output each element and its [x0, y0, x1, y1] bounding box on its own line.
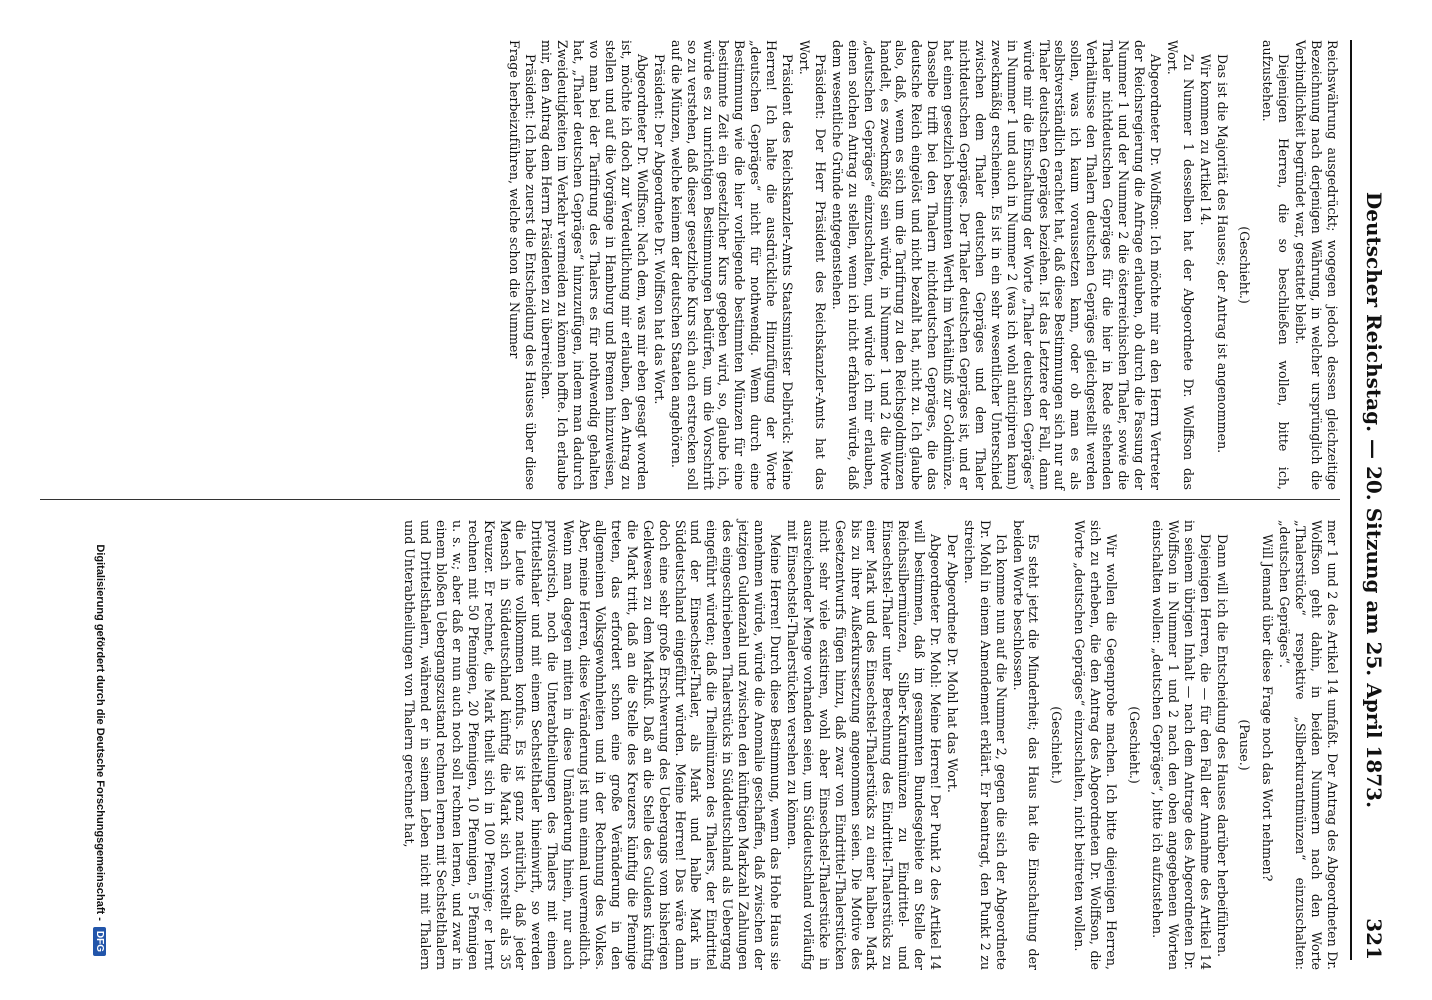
footer-credit — [90, 56, 106, 956]
right-column — [400, 520, 1340, 970]
left-paragraph: Abgeordneter Dr. Wolffson: Ich möchte mir an den Herrn Vertreter der Reichsregierung die Anfrage erlauben, ob durch die Fassung der Nummer 1 und der Nummer 2 die österreichischen Thaler, sowie die Thaler nichtdeutschen Gepräges für die hier in Rede stehenden Verhältnisse den Thalern deutschen Gepräges gleichgestellt werden sollen, was ich kaum voraussetzen kann, oder ob man es als selbstverständlich erachtet hat, daß diese Bestimmungen sich nur auf Thaler deutschen Gepräges beziehen. Ist das Letztere der Fall, dann würde mir die Einschaltung der Worte „Thaler deutschen Gepräges“ in Nummer 1 und auch in Nummer 2 (was ich wohl anticipiren kann) zweckmäßig erscheinen. Es ist in ein sehr wesentlicher Unterschied zwischen dem Thaler deutschen Gepräges und dem Thaler nichtdeutschen Gepräges. Der Thaler deutschen Gepräges ist, und er hat einen gesetzlich bestimmten Werth im Verhältniß zur Goldmünze. Dasselbe trifft bei den Thalern nichtdeutschen Gepräges, die das deutsche Reich eingelöst und nicht bezahlt hat, nicht zu. Ich glaube also, daß, wenn es sich um die Tarifirung zu den Reichsgoldmünzen handelt, es zweckmäßig sein würde, in Nummer 1 und 2 die Worte „deutschen Gepräges“ einzuschalten, und würde ich mir erlauben, einen solchen Antrag zu stellen, wenn ich nicht erfahren würde, daß dem wesentliche Gründe entgegenstehen. — [829, 40, 1163, 490]
right-paragraph: Will Jemand über diese Frage noch das Wort nehmen? — [1260, 534, 1276, 882]
column-divider — [40, 499, 1340, 500]
scanned-page — [26, 10, 1406, 990]
left-paragraph: Abgeordneter Dr. Wolffson: Nach dem, was mir eben gesagt worden ist, möchte ich doch zur Verdeutlichung mir erlauben, den Antrag zu stellen und auf die Vorgänge in Hamburg und Bremen hinzuweisen, wo man bei der Tarifirung des Thalers es für nothwendig gehalten hat, „Thaler deutschen Gepräges“ hinzuzufügen, indem man dadurch Zweideutigkeiten im Verkehr vermeiden zu können hoffte. Ich erlaube mir, den Antrag dem Herrn Präsidenten zu überreichen. — [539, 40, 650, 490]
page-number: 321 — [1362, 918, 1386, 960]
right-paragraph: Abgeordneter Dr. Mohl: Meine Herren! Der Punkt 2 des Artikel 14 will bestimmen, daß im gesammten Bundesgebiete an Stelle der Reichssilbermünzen, Silber-Kurantmünzen zu Eindrittel- und Einsechstel-Thaler unter Berechnung des Eindrittel-Thalerstücks zu einer Mark und des Einsechstel-Thalerstücks zu einer halben Mark bis zu ihrer Außerkurssetzung angenommen seien. Die Motive des Gesetzentwurfs fügen hinzu, daß zwar von Eindrittel-Thalerstücken nicht sehr viele existiren, wohl aber Einsechstel-Thalerstücke in ausreichender Menge vorhanden seien, um Süddeutschland vorläufig mit Einsechstel-Thalerstücken versehen zu können. — [784, 520, 944, 970]
dfg-logo: DFG — [93, 927, 106, 956]
left-paragraph: Reichswährung ausgedrückt; wogegen jedoch dessen gleichzeitige Bezeichnung nach derjenigen Währung, in welcher ursprünglich die Verbindlichkeit begründet war, gestattet bleibt. — [1293, 40, 1340, 490]
right-paragraph: Ich komme nun auf die Nummer 2, gegen die sich der Abgeordnete Dr. Mohl in einem Amendement erklärt. Er beantragt, den Punkt 2 zu streichen. — [961, 520, 1009, 970]
left-paragraph: Präsident: Ich habe zuerst die Entscheidung des Hauses über diese Frage herbeizuführen, welche schon die Nummer — [506, 40, 538, 490]
left-paragraph: Wir kommen zu Artikel 14. — [1197, 54, 1213, 226]
left-paragraph: (Geschieht.) — [1237, 226, 1253, 304]
right-paragraph: Diejenigen Herren, die — für den Fall der Annahme des Artikel 14 in seinem übrigen Inhalt — nach dem Antrage des Abgeordneten Dr. Wolffson in Nummer 1 und 2 nach den oben angegebenen Worten einschalten wollen: „deutschen Gepräges“, bitte ich aufzustehen. — [1149, 520, 1213, 970]
right-paragraph: Wir wollen die Gegenprobe machen. Ich bitte diejenigen Herren, sich zu erheben, die den Antrag des Abgeordneten Dr. Wolffson, die Worte „deutschen Gepräges“ einzuschalten, nicht beitreten wollen. — [1072, 520, 1120, 970]
right-paragraph: (Pause.) — [1237, 719, 1253, 771]
right-paragraph: Dann will ich die Entscheidung des Hauses darüber herbeiführen. — [1214, 534, 1230, 958]
left-paragraph: Präsident: Der Abgeordnete Dr. Wolffson hat das Wort. — [651, 54, 667, 405]
left-paragraph: Präsident: Der Herr Präsident des Reichskanzler-Amts hat das Wort. — [797, 40, 828, 490]
right-paragraph: Der Abgeordnete Dr. Mohl hat das Wort. — [944, 534, 960, 793]
footer-text: Digitalisierung gefördert durch die Deutsche Forschungsgemeinschaft - — [94, 544, 106, 921]
right-paragraph: Es steht jetzt die Minderheit; das Haus hat die Einschaltung der beiden Worte beschlossen. — [1010, 520, 1042, 970]
left-paragraph: Diejenigen Herren, die so beschließen wollen, bitte ich, aufzustehen. — [1260, 40, 1292, 490]
left-column — [505, 40, 1340, 490]
left-paragraph: Zu Nummer 1 desselben hat der Abgeordnete Dr. Wolffson das Wort. — [1164, 40, 1196, 490]
right-paragraph: (Geschieht.) — [1127, 706, 1143, 784]
page-header — [1350, 40, 1396, 960]
left-paragraph: Präsident des Reichskanzler-Amts Staatsminister Delbrück: Meine Herren! Ich halte die ausdrückliche Hinzufügung der Worte „deutschen Gepräges“ nicht für nothwendig. Wenn durch eine Bestimmung wie die hier vorliegende bestimmten Münzen für eine bestimmte Zeit ein gesetzlicher Kurs gegeben wird, so, glaube ich, würde es zu unrichtigen Bestimmungen bedürfen, um die Vorschrift so zu verstehen, daß dieser gesetzliche Kurs sich auch erstrecken soll auf die Münzen, welche keinem der deutschen Staaten angehören. — [668, 40, 796, 490]
left-paragraph: Das ist die Majorität des Hauses; der Antrag ist angenommen. — [1214, 54, 1230, 454]
right-paragraph: (Geschieht.) — [1049, 706, 1065, 784]
header-title: Deutscher Reichstag. — 20. Sitzung am 25. April 1873. — [1362, 191, 1386, 809]
right-paragraph: mer 1 und 2 des Artikel 14 umfaßt. Der Antrag des Abgeordneten Dr. Wolffson geht dahin, in beiden Nummern nach den Worte „Thalerstücke“ respektive „Silberkurantmünzen“ einzuschalten: „deutschen Gepräges“. — [1277, 520, 1340, 970]
right-paragraph: Meine Herren! Durch diese Bestimmung, wenn das Hohe Haus sie annehmen würde, würde die Anomalie geschaffen, daß zwischen der jetzigen Guldenzahl und zwischen den künftigen Markzahl Zahlungen des eingeschriebenen Thalerstücks in Süddeutschland als Uebergang eingeführt würden; daß die Theilmünzen des Thalers, der Eindrittel und der Einsechstel-Thaler, als Mark und halbe Mark in Süddeutschland eingeführt würden. Meine Herren! Das wäre dann doch eine sehr große Erschwerung des Uebergangs vom bisherigen Geldwesen zu dem Markfuß. Daß an die Stelle des Guldens künftig die Mark tritt, daß an die Stelle des Kreuzers künftig die Pfennige treten, das erfordert schon eine große Veränderung in den allgemeinen Volksgewohnheiten und in der Rechnung des Volkes. Aber, meine Herren, diese Veränderung ist nun einmal unvermeidlich. Wenn man dagegen mitten in diese Umänderung hinein, nur auch provisorisch, noch die Unterabtheilungen des Thalers mit einem Drittelsthaler und mit einem Sechstelthaler hineinwirft, so werden die Leute vollkommen konfus. Es ist ganz natürlich, daß jeder Mensch in Süddeutschland künftig die Mark sich vorstellt als 35 Kreuzer. Er rechnet, die Mark theilt sich in 100 Pfennige; er lernt rechnen mit 50 Pfennigen, 20 Pfennigen, 10 Pfennigen, 5 Pfennigen u. s. w.; aber daß er nun auch noch soll rechnen lernen, und zwar in einem bloßen Uebergangszustand rechnen lernen mit Sechstelthalern und Drittelsthalern, während er in seinem Leben nicht mit Thalern und Unterabtheilungen von Thalern gerechnet hat, — [402, 520, 783, 970]
